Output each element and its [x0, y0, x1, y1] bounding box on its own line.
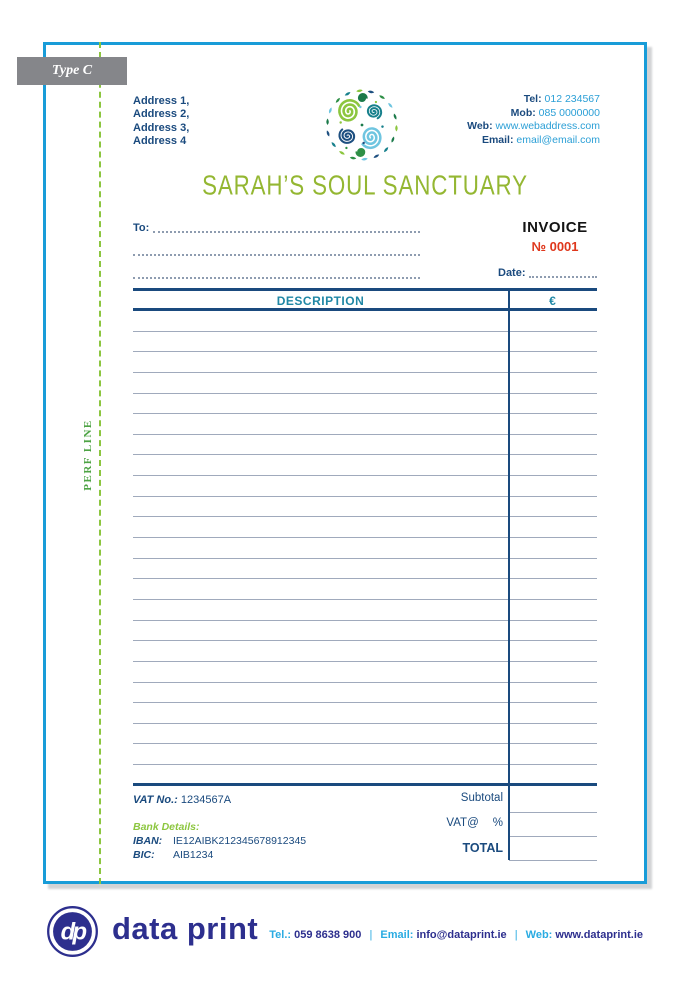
printer-email-value: info@dataprint.ie [416, 929, 507, 941]
table-row [133, 394, 597, 415]
web-label: Web: [467, 120, 493, 133]
email-value: email@email.com [516, 133, 600, 146]
date-line [529, 266, 597, 278]
table-row [133, 435, 597, 456]
table-row [133, 538, 597, 559]
table-row [133, 559, 597, 580]
business-address-block [133, 95, 189, 149]
contact-line [467, 107, 600, 121]
table-row [133, 703, 597, 724]
printer-contact-line [269, 929, 643, 941]
total-label: TOTAL [462, 841, 503, 855]
table-row [133, 414, 597, 435]
printer-web-value: www.dataprint.ie [555, 929, 643, 941]
subtotal-label: Subtotal [460, 792, 503, 804]
web-value: www.webaddress.com [495, 120, 600, 133]
separator: | [514, 929, 518, 941]
dp-monogram-text: dp [60, 918, 85, 946]
invoice-number: № 0001 [531, 239, 579, 254]
dp-monogram-icon [46, 905, 99, 958]
vat-no-label: VAT No.: [133, 794, 178, 806]
tel-value: 012 234567 [544, 93, 600, 105]
address-line: Address 3, [133, 121, 190, 134]
to-line-2 [133, 244, 420, 256]
vat-no-value: 1234567A [180, 794, 232, 806]
to-line-3 [133, 267, 420, 279]
printer-name: data print [112, 911, 259, 946]
table-row [133, 311, 597, 332]
printer-tel-label: Tel.: [269, 929, 292, 941]
amount-column-divider [508, 288, 510, 860]
mob-value: 085 0000000 [538, 106, 600, 119]
floral-circle-icon [321, 84, 403, 166]
perforation-dashed-line [99, 42, 101, 884]
vat-label: VAT@ [446, 817, 479, 829]
address-line: Address 2, [133, 108, 190, 121]
bic-value: AIB1234 [173, 849, 214, 861]
table-row [133, 662, 597, 683]
table-row [133, 352, 597, 373]
table-row [133, 517, 597, 538]
address-line: Address 4 [133, 135, 187, 148]
invoice-table [133, 288, 597, 786]
vat-row [360, 817, 503, 829]
bic-row [133, 849, 213, 861]
to-line-1 [153, 221, 420, 233]
printer-tel-value: 059 8638 900 [294, 929, 362, 941]
business-name: SARAH’S SOUL SANCTUARY [202, 168, 528, 202]
contact-line [467, 120, 600, 134]
to-label: To: [133, 222, 150, 234]
table-row [133, 455, 597, 476]
table-row [133, 332, 597, 353]
table-row [133, 744, 597, 765]
vat-no-row [133, 794, 231, 806]
total-box-line [509, 860, 597, 861]
proof-type-badge [17, 57, 127, 85]
printer-email-label: Email: [380, 929, 414, 941]
bic-label: BIC: [133, 849, 155, 861]
separator: | [369, 929, 373, 941]
printer-web-label: Web: [525, 929, 553, 941]
invoice-heading: INVOICE [522, 219, 588, 236]
amount-column-header: € [549, 294, 556, 308]
vat-box-line [509, 836, 597, 837]
tel-label: Tel: [523, 93, 542, 105]
business-contact-block [467, 93, 600, 147]
iban-label: IBAN: [133, 835, 163, 847]
invoice-table-rows [133, 311, 597, 786]
iban-value: IE12AIBK212345678912345 [173, 835, 307, 847]
business-logo [321, 84, 403, 166]
table-row [133, 600, 597, 621]
date-label: Date: [498, 267, 526, 279]
proof-type-label: Type C [51, 63, 93, 78]
contact-line [467, 134, 600, 148]
contact-line [467, 93, 600, 107]
table-row [133, 683, 597, 704]
table-row [133, 497, 597, 518]
printer-logo [46, 905, 99, 958]
iban-row [133, 835, 306, 847]
vat-percent-label: % [492, 817, 503, 829]
invoice-table-header [133, 291, 597, 311]
table-row [133, 476, 597, 497]
table-row [133, 765, 597, 786]
table-row [133, 579, 597, 600]
address-line: Address 1, [133, 95, 190, 107]
email-label: Email: [481, 133, 514, 146]
table-row [133, 621, 597, 642]
table-row [133, 641, 597, 662]
perf-line-label: PERF LINE [82, 419, 94, 491]
mob-label: Mob: [510, 106, 536, 119]
bank-details-heading: Bank Details: [133, 821, 200, 833]
table-row [133, 724, 597, 745]
subtotal-box-line [509, 812, 597, 813]
description-column-header: DESCRIPTION [276, 294, 365, 308]
table-row [133, 373, 597, 394]
